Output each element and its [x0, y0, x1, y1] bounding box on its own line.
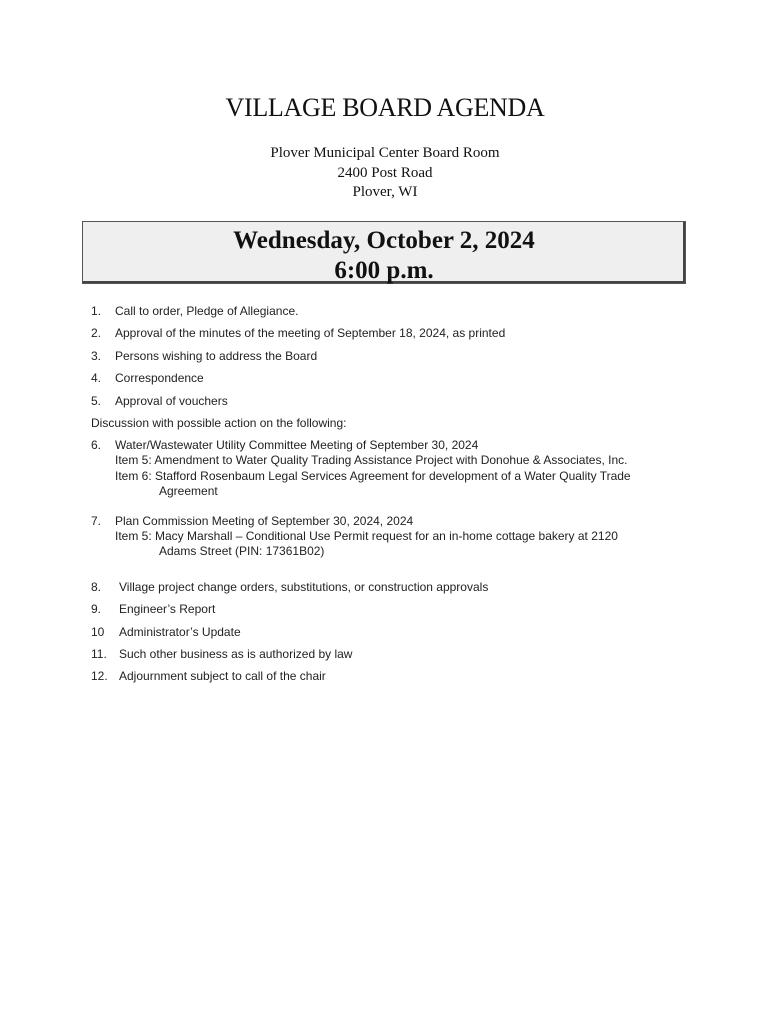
- agenda-item-number: 5.: [91, 394, 102, 408]
- agenda-item-text: Administrator’s Update: [119, 625, 241, 639]
- agenda-item-number: 11.: [91, 647, 107, 661]
- agenda-item-text: Correspondence: [115, 371, 204, 385]
- agenda-item-text: Adjournment subject to call of the chair: [119, 669, 326, 683]
- agenda-item-number: 2.: [91, 326, 102, 340]
- agenda-subitem-text: Item 5: Macy Marshall – Conditional Use Permit request for an in-home cottage bakery at 2120: [115, 529, 618, 543]
- agenda-item-number: 1.: [91, 304, 102, 318]
- location-line: Plover Municipal Center Board Room: [270, 145, 500, 161]
- agenda-subitem-text: Item 6: Stafford Rosenbaum Legal Services Agreement for development of a Water Quality Trade: [115, 469, 631, 483]
- location-line: 2400 Post Road: [337, 164, 433, 181]
- agenda-item-text: Water/Wastewater Utility Committee Meeting of September 30, 2024: [115, 438, 479, 452]
- agenda-item-text: Persons wishing to address the Board: [115, 349, 318, 363]
- agenda-item-text: Approval of vouchers: [115, 394, 228, 408]
- agenda-item-text: Such other business as is authorized by law: [119, 647, 353, 661]
- meeting-datetime-box: [82, 221, 686, 284]
- agenda-item-number: 4.: [91, 371, 102, 385]
- agenda-item-text: Engineer’s Report: [119, 602, 216, 616]
- location-line: Plover, WI: [352, 184, 418, 200]
- agenda-item-number: 10: [91, 625, 105, 639]
- agenda-item-number: 7.: [91, 514, 102, 528]
- agenda-subitem-text: Agreement: [159, 484, 218, 498]
- agenda-item-number: 6.: [91, 438, 102, 452]
- agenda-item-number: 9.: [91, 602, 102, 616]
- meeting-date: Wednesday, October 2, 2024: [233, 227, 535, 254]
- agenda-subitem-text: Item 5: Amendment to Water Quality Trading Assistance Project with Donohue & Associates, Inc.: [115, 453, 628, 467]
- meeting-location: [0, 144, 770, 203]
- agenda-item-number: 12.: [91, 669, 108, 683]
- agenda-item-number: 3.: [91, 349, 102, 363]
- meeting-time: 6:00 p.m.: [334, 257, 434, 284]
- agenda-item-text: Call to order, Pledge of Allegiance.: [115, 304, 299, 318]
- page-title: VILLAGE BOARD AGENDA: [225, 93, 545, 122]
- agenda-subitem-text: Adams Street (PIN: 17361B02): [159, 544, 325, 558]
- agenda-item-text: Plan Commission Meeting of September 30, 2024, 2024: [115, 514, 414, 528]
- agenda-item-text: Approval of the minutes of the meeting of September 18, 2024, as printed: [115, 326, 506, 340]
- agenda-item-number: 8.: [91, 580, 102, 594]
- agenda-item-text: Village project change orders, substitutions, or construction approvals: [119, 580, 489, 594]
- discussion-heading: Discussion with possible action on the following:: [91, 416, 347, 430]
